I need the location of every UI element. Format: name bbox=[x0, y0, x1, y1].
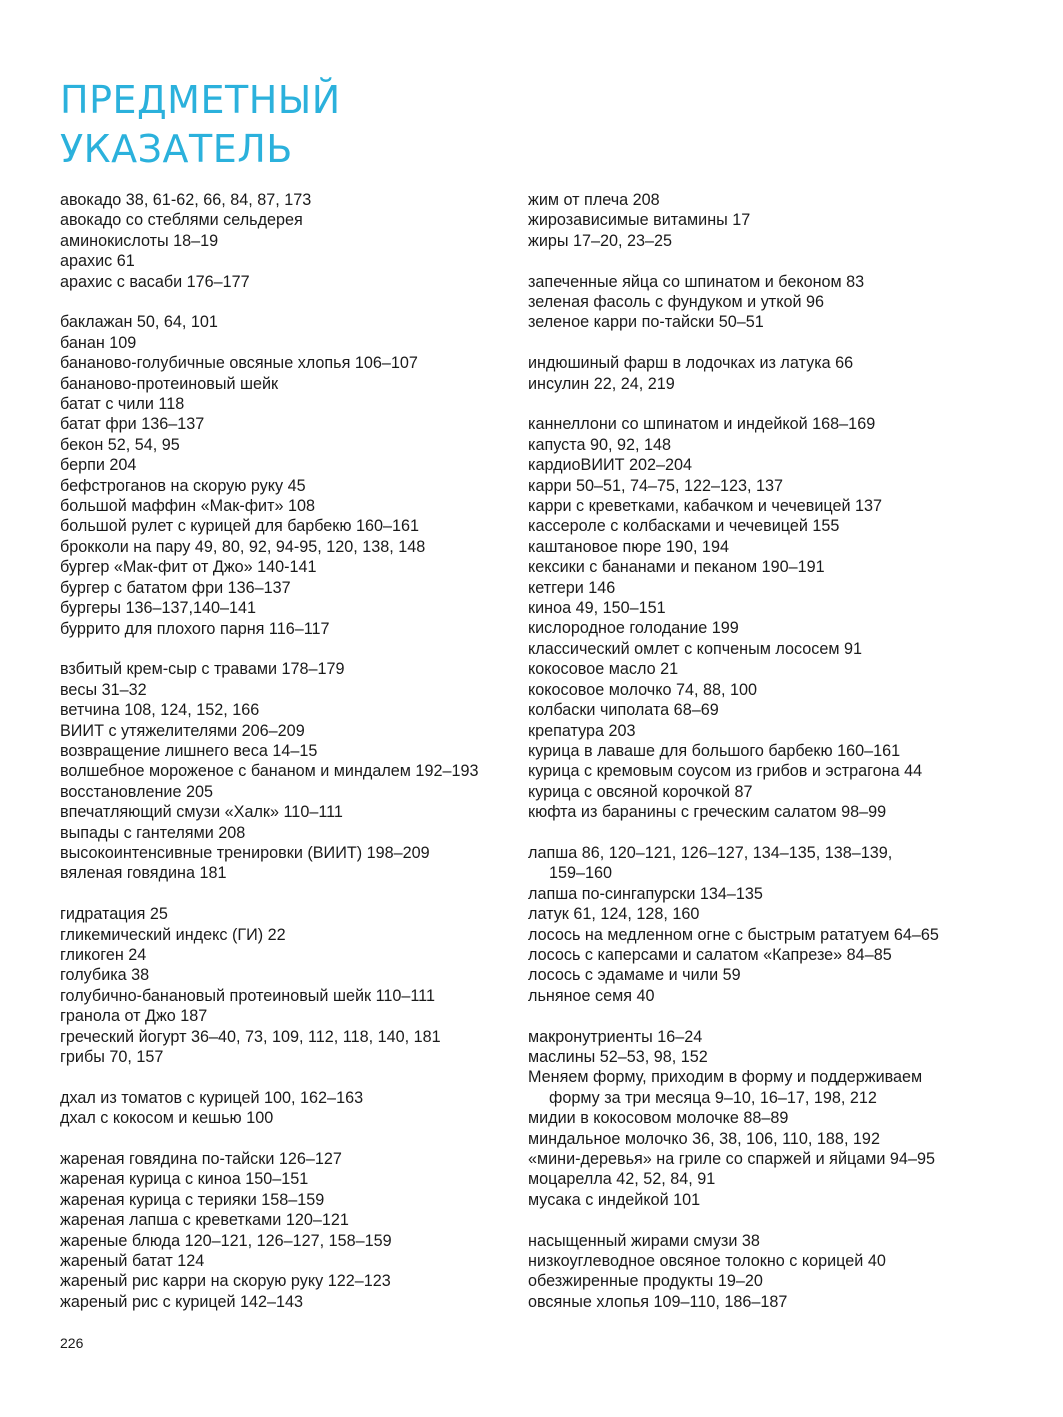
index-entry: волшебное мороженое с бананом и миндалем 192–193 bbox=[60, 762, 479, 781]
index-entry: жареная курица с терияки 158–159 bbox=[60, 1190, 325, 1209]
index-entry: жареные блюда 120–121, 126–127, 158–159 bbox=[60, 1231, 392, 1250]
page-title-line-1: ПРЕДМЕТНЫЙ bbox=[60, 78, 341, 122]
index-entry: курица с овсяной корочкой 87 bbox=[528, 782, 753, 801]
index-group bbox=[60, 312, 510, 639]
index-entry: брокколи на пару 49, 80, 92, 94-95, 120, 138, 148 bbox=[60, 537, 426, 556]
index-entry: карри 50–51, 74–75, 122–123, 137 bbox=[528, 476, 784, 495]
index-column-left bbox=[60, 190, 510, 1333]
page-title-line-2: УКАЗАТЕЛЬ bbox=[60, 127, 293, 171]
index-entry: лапша по-сингапурски 134–135 bbox=[528, 884, 763, 903]
index-entry: греческий йогурт 36–40, 73, 109, 112, 118, 140, 181 bbox=[60, 1027, 441, 1046]
index-entry: кассероле с колбасками и чечевицей 155 bbox=[528, 517, 840, 536]
index-entry: баклажан 50, 64, 101 bbox=[60, 313, 218, 332]
index-entry: каштановое пюре 190, 194 bbox=[528, 537, 729, 556]
index-entry: зеленая фасоль с фундуком и уткой 96 bbox=[528, 293, 825, 312]
index-entry: дхал из томатов с курицей 100, 162–163 bbox=[60, 1088, 364, 1107]
index-column-right bbox=[528, 190, 978, 1333]
index-entry: жиры 17–20, 23–25 bbox=[528, 231, 673, 250]
index-entry: жареный рис с курицей 142–143 bbox=[60, 1292, 304, 1311]
index-entry: форму за три месяца 9–10, 16–17, 198, 212 bbox=[549, 1088, 877, 1107]
index-entry: жареная лапша с креветками 120–121 bbox=[60, 1211, 349, 1230]
index-entry: курица с кремовым соусом из грибов и эстрагона 44 bbox=[528, 762, 923, 781]
index-entry: кислородное голодание 199 bbox=[528, 619, 739, 638]
index-entry: дхал с кокосом и кешью 100 bbox=[60, 1109, 274, 1128]
index-entry: голубика 38 bbox=[60, 966, 150, 985]
index-group bbox=[528, 190, 978, 251]
index-entry: жим от плеча 208 bbox=[528, 191, 660, 209]
index-entry: гликоген 24 bbox=[60, 945, 147, 964]
index-entry: миндальное молочко 36, 38, 106, 110, 188, 192 bbox=[528, 1129, 880, 1148]
index-group bbox=[60, 1149, 510, 1312]
index-group bbox=[528, 1027, 978, 1211]
index-entry: крепатура 203 bbox=[528, 721, 636, 740]
index-entry: арахис с васаби 176–177 bbox=[60, 272, 250, 291]
index-entry: мусака с индейкой 101 bbox=[528, 1190, 701, 1209]
index-entry: классический омлет с копченым лососем 91 bbox=[528, 639, 862, 658]
index-entry: бекон 52, 54, 95 bbox=[60, 435, 180, 454]
index-entry: восстановление 205 bbox=[60, 782, 213, 801]
index-group bbox=[60, 1088, 510, 1129]
index-entry: жареный рис карри на скорую руку 122–123 bbox=[60, 1272, 391, 1291]
index-entry: бургеры 136–137,140–141 bbox=[60, 599, 257, 618]
index-entry: ветчина 108, 124, 152, 166 bbox=[60, 701, 260, 720]
index-entry: запеченные яйца со шпинатом и беконом 83 bbox=[528, 272, 865, 291]
index-entry: батат с чили 118 bbox=[60, 395, 185, 414]
index-entry: каннеллони со шпинатом и индейкой 168–169 bbox=[528, 415, 876, 434]
index-entry: буррито для плохого парня 116–117 bbox=[60, 619, 330, 638]
index-entry: латук 61, 124, 128, 160 bbox=[528, 905, 700, 924]
index-group bbox=[528, 843, 978, 1006]
index-entry: вяленая говядина 181 bbox=[60, 864, 227, 883]
index-entry: авокадо 38, 61-62, 66, 84, 87, 173 bbox=[60, 191, 312, 209]
page-number: 226 bbox=[60, 1335, 84, 1351]
index-entry: карри с креветками, кабачком и чечевицей 137 bbox=[528, 497, 883, 516]
index-entry: кокосовое масло 21 bbox=[528, 660, 679, 679]
index-entry: индюшиный фарш в лодочках из латука 66 bbox=[528, 354, 854, 373]
index-entry: инсулин 22, 24, 219 bbox=[528, 374, 675, 393]
index-entry: курица в лаваше для большого барбекю 160–161 bbox=[528, 741, 901, 760]
index-entry: жирозависимые витамины 17 bbox=[528, 211, 751, 230]
index-entry: капуста 90, 92, 148 bbox=[528, 435, 671, 454]
index-entry: бананово-протеиновый шейк bbox=[60, 374, 279, 393]
index-entry: гидратация 25 bbox=[60, 905, 168, 924]
index-entry: взбитый крем-сыр с травами 178–179 bbox=[60, 660, 345, 679]
index-entry: маслины 52–53, 98, 152 bbox=[528, 1047, 708, 1066]
index-entry: насыщенный жирами смузи 38 bbox=[528, 1231, 760, 1250]
index-group bbox=[60, 659, 510, 883]
index-group bbox=[60, 190, 510, 292]
index-entry: лосось на медленном огне с быстрым рататуем 64–65 bbox=[528, 925, 939, 944]
index-entry: большой маффин «Мак-фит» 108 bbox=[60, 497, 316, 516]
index-entry: бургер «Мак-фит от Джо» 140-141 bbox=[60, 558, 317, 577]
index-entry: возвращение лишнего веса 14–15 bbox=[60, 741, 318, 760]
index-entry: бефстроганов на скорую руку 45 bbox=[60, 476, 306, 495]
index-entry: кетгери 146 bbox=[528, 578, 616, 597]
index-entry: лосось с каперсами и салатом «Капрезе» 84–85 bbox=[528, 945, 892, 964]
index-entry: авокадо со стеблями сельдерея bbox=[60, 211, 303, 230]
index-entry: весы 31–32 bbox=[60, 680, 147, 699]
index-entry: кексики с бананами и пеканом 190–191 bbox=[528, 558, 825, 577]
index-entry: киноа 49, 150–151 bbox=[528, 599, 666, 618]
index-entry: арахис 61 bbox=[60, 252, 135, 271]
index-group bbox=[528, 353, 978, 394]
index-entry: берпи 204 bbox=[60, 456, 137, 475]
index-entry: банан 109 bbox=[60, 333, 137, 352]
index-entry: бананово-голубичные овсяные хлопья 106–107 bbox=[60, 354, 418, 373]
index-entry: кардиоВИИТ 202–204 bbox=[528, 456, 693, 475]
index-entry: батат фри 136–137 bbox=[60, 415, 205, 434]
index-group bbox=[528, 1231, 978, 1313]
index-entry: мидии в кокосовом молочке 88–89 bbox=[528, 1109, 789, 1128]
index-group bbox=[528, 414, 978, 822]
index-entry: овсяные хлопья 109–110, 186–187 bbox=[528, 1292, 788, 1311]
index-entry: низкоуглеводное овсяное толокно с корицей 40 bbox=[528, 1252, 886, 1271]
index-entry: большой рулет с курицей для барбекю 160–161 bbox=[60, 517, 420, 536]
index-entry: «мини-деревья» на гриле со спаржей и яйцами 94–95 bbox=[528, 1150, 935, 1169]
index-entry: лосось с эдамаме и чили 59 bbox=[528, 966, 741, 985]
index-entry: грибы 70, 157 bbox=[60, 1048, 164, 1067]
index-entry: голубично-банановый протеиновый шейк 110–111 bbox=[60, 986, 435, 1005]
index-entry: аминокислоты 18–19 bbox=[60, 231, 219, 250]
index-entry: высокоинтенсивные тренировки (ВИИТ) 198–209 bbox=[60, 843, 430, 862]
index-entry: гранола от Джо 187 bbox=[60, 1007, 208, 1026]
index-entry: жареная курица с киноа 150–151 bbox=[60, 1170, 309, 1189]
index-entry: колбаски чиполата 68–69 bbox=[528, 701, 719, 720]
index-entry: ВИИТ с утяжелителями 206–209 bbox=[60, 721, 305, 740]
index-entry: жареная говядина по-тайски 126–127 bbox=[60, 1150, 342, 1169]
index-entry: макронутриенты 16–24 bbox=[528, 1027, 703, 1046]
index-entry: зеленое карри по-тайски 50–51 bbox=[528, 313, 764, 332]
index-entry: обезжиренные продукты 19–20 bbox=[528, 1272, 763, 1291]
index-entry: лапша 86, 120–121, 126–127, 134–135, 138–139, bbox=[528, 843, 893, 862]
index-entry: льняное семя 40 bbox=[528, 986, 655, 1005]
index-entry: кокосовое молочко 74, 88, 100 bbox=[528, 680, 757, 699]
index-entry: гликемический индекс (ГИ) 22 bbox=[60, 925, 286, 944]
index-entry: кюфта из баранины с греческим салатом 98–99 bbox=[528, 803, 887, 822]
index-entry: 159–160 bbox=[549, 864, 613, 883]
index-entry: бургер с бататом фри 136–137 bbox=[60, 578, 291, 597]
index-entry: выпады с гантелями 208 bbox=[60, 823, 246, 842]
index-group bbox=[60, 904, 510, 1067]
index-entry: жареный батат 124 bbox=[60, 1252, 205, 1271]
index-entry: впечатляющий смузи «Халк» 110–111 bbox=[60, 803, 343, 822]
page-title bbox=[60, 76, 341, 174]
index-group bbox=[528, 272, 978, 333]
index-entry: Меняем форму, приходим в форму и поддерживаем bbox=[528, 1068, 923, 1087]
index-entry: моцарелла 42, 52, 84, 91 bbox=[528, 1170, 716, 1189]
